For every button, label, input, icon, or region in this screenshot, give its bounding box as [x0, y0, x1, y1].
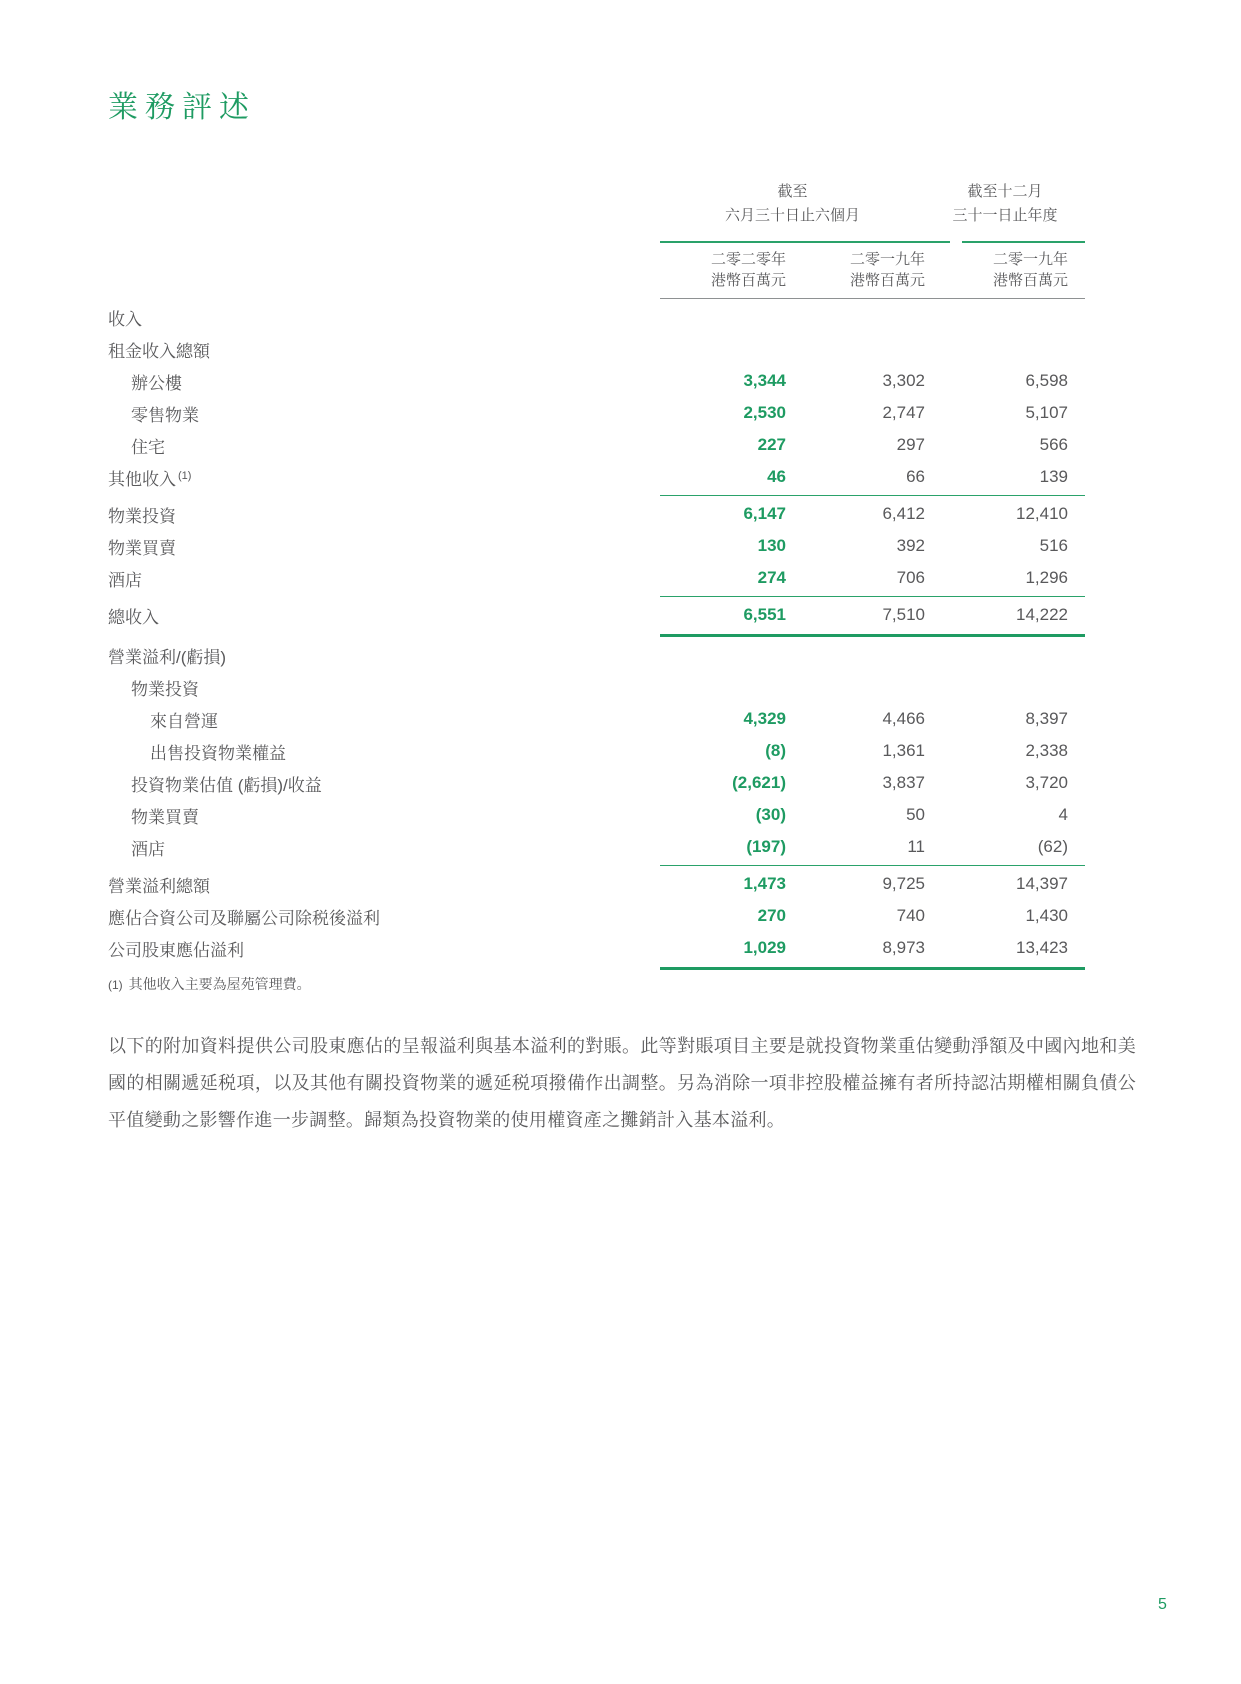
value-cell: 139 [1039, 467, 1068, 486]
value-cell: 297 [896, 435, 925, 454]
table-body [108, 301, 1085, 970]
table-row [108, 429, 1085, 461]
row-label: 來自營運 [150, 711, 218, 731]
table-row [108, 397, 1085, 429]
value-cell: 50 [906, 805, 925, 824]
value-cell: (62) [1037, 837, 1068, 856]
table-row [108, 767, 1085, 799]
table-rule-thin [660, 596, 1085, 597]
table-row [108, 301, 1085, 333]
table-rule-thick [660, 634, 1085, 637]
value-cell: 2,338 [1025, 741, 1068, 760]
footnote-reference: (1) [178, 469, 192, 482]
column-header-2019-6m [786, 249, 925, 291]
table-row [108, 599, 1085, 631]
row-label: 應佔合資公司及聯屬公司除税後溢利 [108, 908, 380, 928]
unit-label: 港幣百萬元 [710, 272, 786, 289]
value-cell: 7,510 [882, 605, 925, 624]
year-label: 二零一九年 [849, 251, 925, 268]
column-group-six-months [660, 180, 925, 228]
group-line2: 六月三十日止六個月 [724, 207, 860, 224]
value-cell: 3,302 [882, 371, 925, 390]
row-label: 酒店 [131, 839, 165, 859]
table-row [108, 831, 1085, 863]
unit-label: 港幣百萬元 [992, 272, 1068, 289]
value-cell: 3,720 [1025, 773, 1068, 792]
row-label: 營業溢利總額 [108, 876, 210, 896]
footnote-marker: (1) [108, 978, 123, 992]
value-cell: 706 [896, 568, 925, 587]
value-cell: (30) [755, 805, 786, 824]
year-label: 二零二零年 [710, 251, 786, 268]
value-cell: 2,747 [882, 403, 925, 422]
table-row [108, 562, 1085, 594]
value-cell: 6,412 [882, 504, 925, 523]
value-cell: 11 [907, 837, 925, 856]
label-column-spacer [108, 249, 660, 291]
table-row [108, 735, 1085, 767]
value-cell: 270 [757, 906, 786, 925]
value-cell: (2,621) [732, 773, 786, 792]
value-cell: 4 [1058, 805, 1068, 824]
value-cell: 13,423 [1016, 938, 1068, 957]
value-cell: 6,551 [743, 605, 786, 624]
table-row [108, 703, 1085, 735]
value-cell: 3,837 [882, 773, 925, 792]
table-rule-thick [660, 967, 1085, 970]
table-row [108, 498, 1085, 530]
year-label: 二零一九年 [992, 251, 1068, 268]
value-cell: 516 [1039, 536, 1068, 555]
table-column-headers [108, 249, 1085, 291]
value-cell: 1,430 [1025, 906, 1068, 925]
value-cell: 1,361 [882, 741, 925, 760]
row-label: 收入 [108, 309, 142, 329]
value-cell: 8,973 [882, 938, 925, 957]
value-cell: (8) [765, 741, 786, 760]
body-paragraph: 以下的附加資料提供公司股東應佔的呈報溢利與基本溢利的對賬。此等對賬項目主要是就投資物業重估變動淨額及中國內地和美國的相關遞延税項，以及其他有關投資物業的遞延税項撥備作出調整。另為消除一項非控股權益擁有者所持認沽期權相關負債公平值變動之影響作進一步調整。歸類為投資物業的使用權資產之攤銷計入基本溢利。 [108, 1036, 1136, 1130]
value-cell: (197) [746, 837, 786, 856]
value-cell: 66 [906, 467, 925, 486]
value-cell: 566 [1039, 435, 1068, 454]
row-label: 酒店 [108, 570, 142, 590]
header-rule [660, 298, 1085, 299]
group-line2: 三十一日止年度 [952, 207, 1058, 224]
value-cell: 14,222 [1016, 605, 1068, 624]
column-header-2019-fy [925, 249, 1085, 291]
row-label: 其他收入 $^{(1)}$ [108, 469, 192, 489]
row-label: 物業投資 [131, 679, 199, 699]
group-rule-full-year [962, 241, 1085, 243]
value-cell: 46 [767, 467, 786, 486]
value-cell: 12,410 [1016, 504, 1068, 523]
group-underlines [108, 241, 1085, 243]
table-row [108, 932, 1085, 964]
value-cell: 2,530 [743, 403, 786, 422]
value-cell: 392 [896, 536, 925, 555]
row-label: 物業買賣 [108, 538, 176, 558]
value-cell: 1,029 [743, 938, 786, 957]
row-label: 總收入 [108, 607, 159, 627]
row-label: 公司股東應佔溢利 [108, 940, 244, 960]
row-label: 辦公樓 [131, 373, 182, 393]
footnote [108, 974, 311, 994]
table-column-groups [108, 180, 1085, 228]
group-line1: 截至 [777, 183, 808, 200]
row-label: 投資物業估值 (虧損)/收益 [131, 775, 322, 795]
label-column-spacer [108, 241, 660, 243]
value-cell: 8,397 [1025, 709, 1068, 728]
row-label: 零售物業 [131, 405, 199, 425]
value-cell: 274 [757, 568, 786, 587]
value-cell: 14,397 [1016, 874, 1068, 893]
table-row [108, 868, 1085, 900]
value-cell: 9,725 [882, 874, 925, 893]
value-cell: 5,107 [1025, 403, 1068, 422]
table-row [108, 333, 1085, 365]
table-row [108, 639, 1085, 671]
row-label: 物業投資 [108, 506, 176, 526]
column-group-full-year [925, 180, 1085, 228]
table-row [108, 530, 1085, 562]
value-cell: 740 [896, 906, 925, 925]
value-cell: 3,344 [743, 371, 786, 390]
row-label: 租金收入總額 [108, 341, 210, 361]
table-row [108, 365, 1085, 397]
table-row [108, 900, 1085, 932]
table-row [108, 799, 1085, 831]
financial-table [108, 180, 1085, 972]
row-label: 出售投資物業權益 [150, 743, 286, 763]
value-cell: 1,473 [743, 874, 786, 893]
footnote-text: 其他收入主要為屋苑管理費。 [128, 976, 311, 992]
row-label: 住宅 [131, 437, 165, 457]
label-column-spacer [108, 180, 660, 228]
value-cell: 4,466 [882, 709, 925, 728]
value-cell: 227 [757, 435, 786, 454]
row-label: 物業買賣 [131, 807, 199, 827]
group-rule-six-months [660, 241, 950, 243]
value-cell: 4,329 [743, 709, 786, 728]
value-cell: 130 [757, 536, 786, 555]
table-row [108, 671, 1085, 703]
group-line1: 截至十二月 [967, 183, 1043, 200]
value-cell: 1,296 [1025, 568, 1068, 587]
table-row [108, 461, 1085, 493]
table-rule-thin [660, 495, 1085, 496]
value-cell: 6,147 [743, 504, 786, 523]
group-rule-gap [950, 241, 962, 243]
page-number: 5 [1158, 1596, 1167, 1613]
value-cell: 6,598 [1025, 371, 1068, 390]
unit-label: 港幣百萬元 [849, 272, 925, 289]
column-header-2020 [660, 249, 786, 291]
table-rule-thin [660, 865, 1085, 866]
row-label: 營業溢利/(虧損) [108, 647, 227, 667]
page-title: 業務評述 [108, 91, 256, 124]
